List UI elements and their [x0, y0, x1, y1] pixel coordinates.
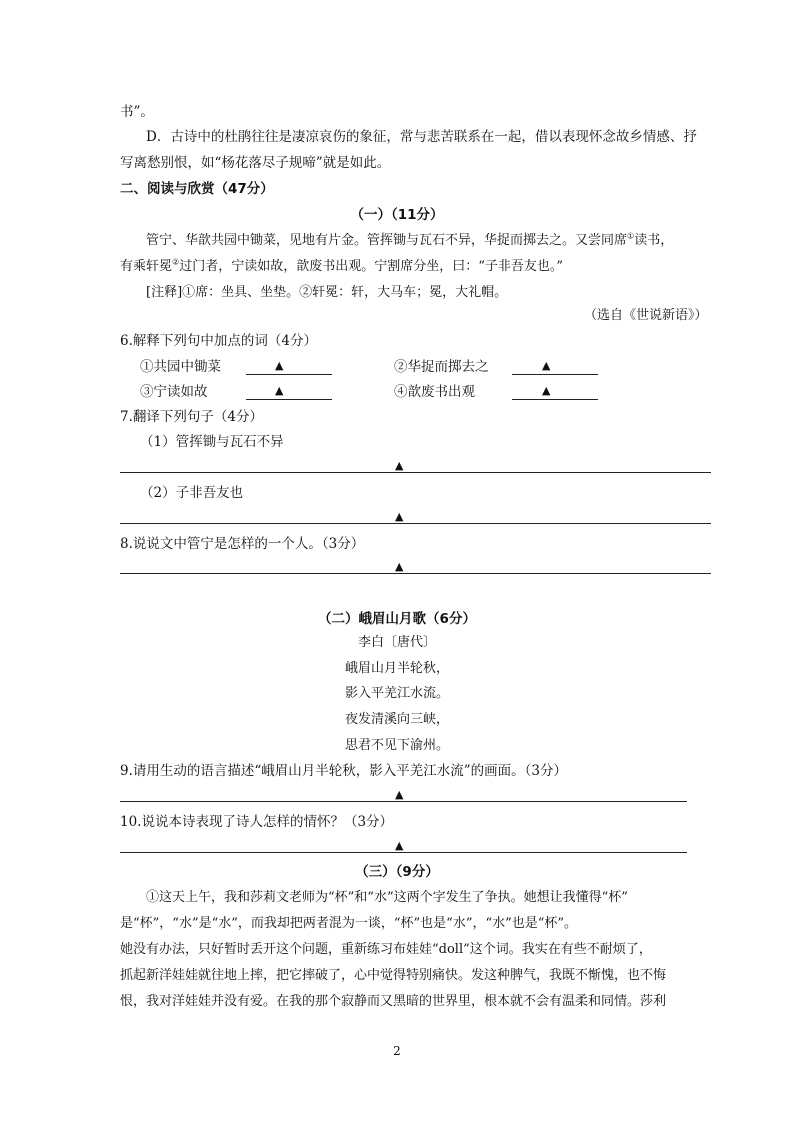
option-d-line-2: 写离愁别恨，如“杨花落尽子规啼”就是如此。	[120, 155, 391, 171]
question-6-title: 6.解释下列句中加点的词（4分）	[120, 333, 317, 349]
page-number: 2	[393, 1044, 401, 1058]
answer-line[interactable]	[120, 573, 711, 574]
classical-text-line-2: 有乘轩冕②过门者，宁读如故，歆废书出观。宁割席分坐，曰：“子非吾友也。”	[120, 257, 563, 274]
question-10-title: 10.说说本诗表现了诗人怎样的情怀？（3分）	[120, 814, 394, 830]
part-three-title: （三）（9分）	[355, 864, 439, 880]
answer-line[interactable]	[120, 801, 687, 802]
passage-line-1: ①这天上午，我和莎莉文老师为“杯”和“水”这两个字发生了争执。她想让我懂得“杯”	[146, 890, 628, 905]
poem-verse-2: 影入平羌江水流。	[344, 686, 449, 701]
answer-marker: ▲	[395, 839, 404, 852]
annotation: [注释]①席：坐具、坐垫。②轩冕：轩，大马车；冕，大礼帽。	[146, 285, 508, 300]
poem-author: 李白〔唐代〕	[357, 635, 436, 650]
q7-sentence-1: （1）管挥锄与瓦石不异	[140, 434, 284, 450]
answer-marker: ▲	[542, 384, 551, 397]
q7-sentence-2: （2）子非吾友也	[140, 485, 244, 501]
poem-verse-3: 夜发清溪向三峡，	[344, 712, 449, 727]
question-9-title: 9.请用生动的语言描述“峨眉山月半轮秋，影入平羌江水流”的画面。（3分）	[120, 763, 568, 779]
answer-marker: ▲	[275, 359, 284, 372]
answer-blank[interactable]	[512, 399, 598, 400]
answer-line[interactable]	[120, 852, 687, 853]
passage-line-3: 她没有办法，只好暂时丢开这个问题，重新练习布娃娃“doll”这个词。我实在有些不耐烦了，	[120, 942, 652, 957]
answer-marker: ▲	[395, 560, 404, 573]
answer-marker: ▲	[395, 510, 404, 523]
q6-item-3: ③宁读如故	[140, 384, 208, 400]
answer-line[interactable]	[120, 523, 711, 524]
answer-blank[interactable]	[246, 399, 332, 400]
passage-line-2: 是“杯”，“水”是“水”，而我却把两者混为一谈，“杯”也是“水”，“水”也是“杯”。	[120, 916, 578, 931]
q6-item-4: ④歆废书出观	[394, 384, 475, 400]
passage-line-4: 抓起新洋娃娃就往地上摔，把它摔破了，心中觉得特别痛快。发这种脾气，我既不惭愧，也不悔	[120, 968, 667, 983]
answer-marker: ▲	[275, 384, 284, 397]
answer-line[interactable]	[120, 472, 711, 473]
passage-line-5: 恨，我对洋娃娃并没有爱。在我的那个寂静而又黑暗的世界里，根本就不会有温柔和同情。莎利	[120, 994, 667, 1009]
answer-blank[interactable]	[246, 374, 332, 375]
answer-blank[interactable]	[512, 374, 598, 375]
answer-marker: ▲	[542, 359, 551, 372]
source-citation: （选自《世说新语》）	[584, 308, 708, 323]
section-title: 二、阅读与欣赏（47分）	[120, 181, 274, 197]
question-8-title: 8.说说文中管宁是怎样的一个人。（3分）	[120, 536, 365, 552]
poem-verse-1: 峨眉山月半轮秋，	[344, 661, 449, 676]
question-7-title: 7.翻译下列句子（4分）	[120, 409, 263, 425]
part-two-title: （二）峨眉山月歌（6分）	[318, 611, 476, 627]
classical-text-line-1: 管宁、华歆共园中锄菜，见地有片金。管挥锄与瓦石不异，华捉而掷去之。又尝同席①读书，	[146, 231, 674, 248]
option-d-line-1: D．古诗中的杜鹃往往是凄凉哀伤的象征，常与悲苦联系在一起，借以表现怀念故乡情感、抒	[146, 129, 697, 145]
poem-verse-4: 思君不见下渝州。	[344, 738, 449, 753]
q6-item-1: ①共园中锄菜	[140, 359, 221, 375]
q6-item-2: ②华捉而掷去之	[394, 359, 489, 375]
answer-marker: ▲	[395, 459, 404, 472]
part-one-title: （一）（11分）	[350, 207, 444, 223]
prev-question-tail: 书”。	[120, 104, 154, 120]
answer-marker: ▲	[395, 788, 404, 801]
